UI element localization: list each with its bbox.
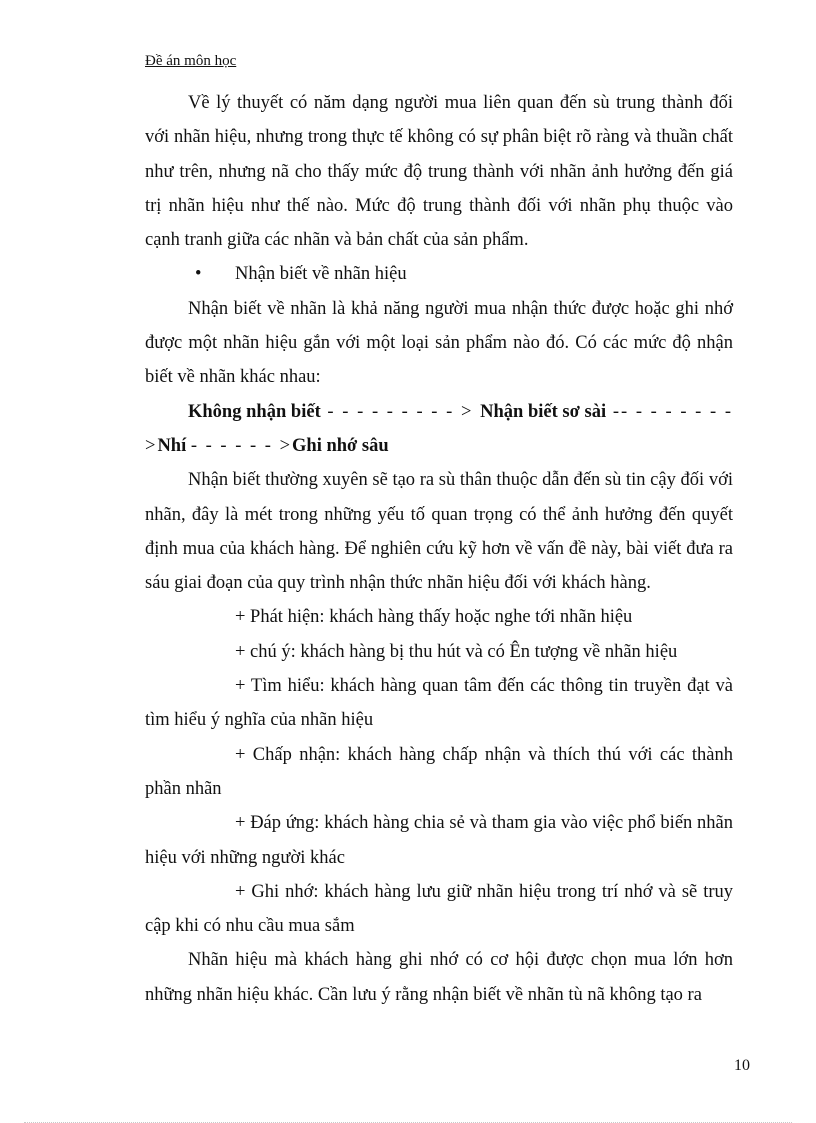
body-text — [145, 86, 733, 1012]
arrow-3: - - - - - - > — [190, 435, 293, 456]
awareness-levels — [145, 395, 733, 464]
level-recall: Nhí — [157, 435, 187, 456]
paragraph-recall: Nhãn hiệu mà khách hàng ghi nhớ có cơ hội được chọn mua lớn hơn những nhãn hiệu khác. Cần lưu ý rằng nhận biết về nhãn tù nã không tạo ra — [145, 950, 733, 1005]
arrow-2: -- - - - - - - - > — [145, 401, 733, 456]
bullet-heading-text: Nhận biết về nhãn hiệu — [235, 264, 407, 285]
stage-item: + Tìm hiểu: khách hàng quan tâm đến các thông tin truyền đạt và tìm hiểu ý nghĩa của nhãn hiệu — [145, 676, 733, 731]
bullet-icon: • — [195, 264, 202, 285]
stage-item: + Ghi nhớ: khách hàng lưu giữ nhãn hiệu trong trí nhớ và sẽ truy cập khi có nhu cầu mua sắm — [145, 881, 733, 937]
stage-item: + Đáp ứng: khách hàng chia sẻ và tham gia vào việc phổ biến nhãn hiệu với những người khác — [145, 813, 733, 868]
level-deep-memory: Ghi nhớ sâu — [292, 435, 389, 456]
paragraph-familiarity: Nhận biết thường xuyên sẽ tạo ra sù thân thuộc dẫn đến sù tin cậy đối với nhãn, đây là mét trong những yếu tố quan trọng có thể ảnh hưởng đến quyết định mua của khách hàng. Để nghiên cứu kỹ hơn về vấn đề này, bài viết đưa ra sáu giai đoạn của quy trình nhận thức nhãn hiệu đối với khách hàng. — [145, 470, 733, 594]
stage-item: + chú ý: khách hàng bị thu hút và có Ên tượng về nhãn hiệu — [235, 641, 678, 662]
running-header: Đề án môn học — [145, 53, 237, 69]
page-number: 10 — [734, 1057, 750, 1074]
paragraph-loyalty: Về lý thuyết có năm dạng người mua liên quan đến sù trung thành đối với nhãn hiệu, nhưng trong thực tế không có sự phân biệt rõ ràng và thuần chất như trên, nhưng nã cho thấy mức độ trung thành với nhãn ảnh hưởng đến giá trị nhãn hiệu như thế nào. Mức độ trung thành đối với nhãn phụ thuộc vào cạnh tranh giữa các nhãn và bản chất của sản phẩm. — [145, 93, 733, 251]
stage-item: + Phát hiện: khách hàng thấy hoặc nghe tới nhãn hiệu — [235, 607, 633, 628]
level-unaware: Không nhận biết — [188, 401, 321, 422]
paragraph-awareness: Nhận biết về nhãn là khả năng người mua nhận thức được hoặc ghi nhớ được một nhãn hiệu gắn với một loại sản phẩm nào đó. Có các mức độ nhận biết về nhãn khác nhau: — [145, 298, 733, 388]
stage-item: + Chấp nhận: khách hàng chấp nhận và thích thú với các thành phần nhãn — [145, 744, 733, 799]
arrow-1: - - - - - - - - - > — [320, 401, 481, 422]
bullet-heading — [145, 257, 733, 291]
level-vague: Nhận biết sơ sài — [480, 401, 607, 422]
